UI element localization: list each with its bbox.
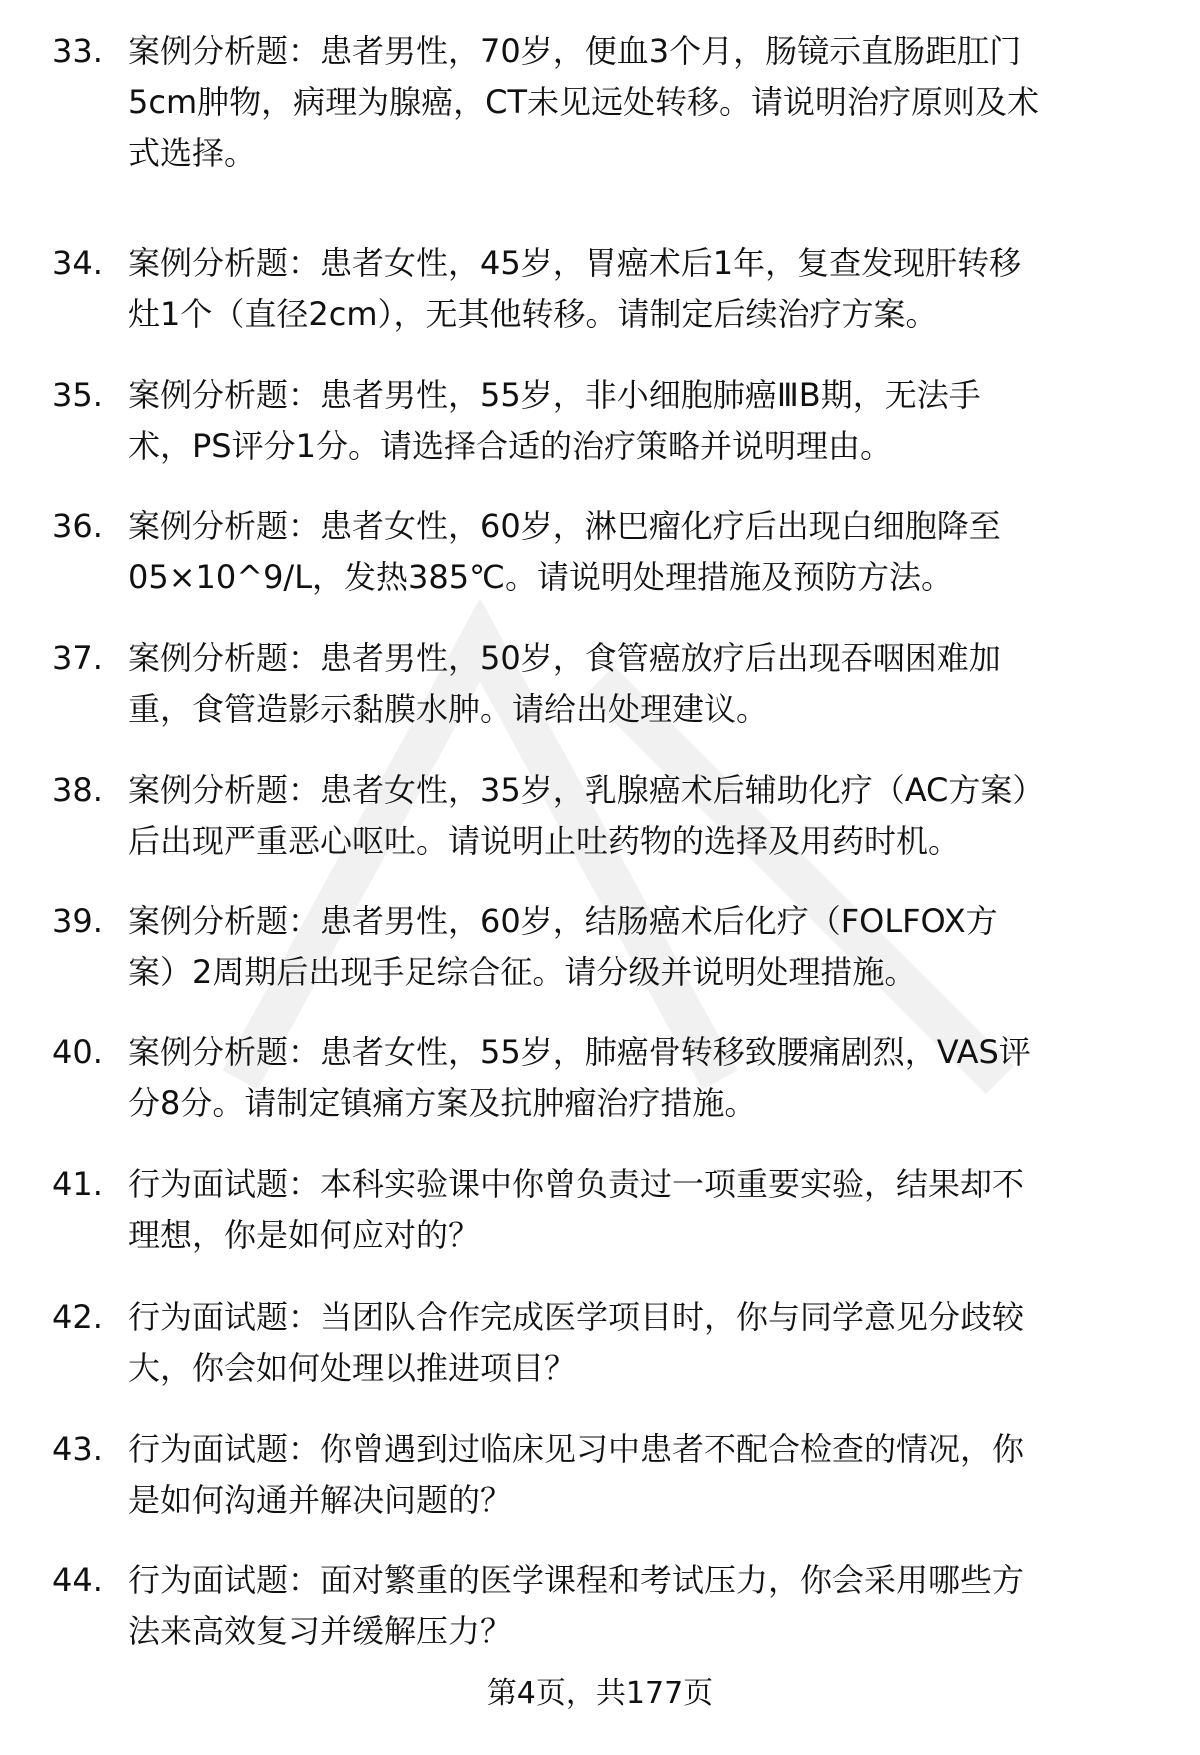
question-text xyxy=(128,1292,1158,1394)
question-text-line: 行为面试题：本科实验课中你曾负责过一项重要实验，结果却不 xyxy=(128,1165,1025,1203)
question-text-line: 是如何沟通并解决问题的？ xyxy=(128,1481,513,1519)
question-text xyxy=(128,1555,1158,1657)
question-number: 41. xyxy=(52,1165,103,1203)
question-number: 35. xyxy=(52,376,103,414)
question-text-line: 行为面试题：当团队合作完成医学项目时，你与同学意见分歧较 xyxy=(128,1298,1025,1336)
question-text-line: 案例分析题：患者男性，60岁，结肠癌术后化疗（FOLFOX方 xyxy=(128,902,998,940)
question-number: 33. xyxy=(52,32,103,70)
question-text-line: 理想，你是如何应对的？ xyxy=(128,1216,481,1254)
question-text-line: 法来高效复习并缓解压力？ xyxy=(128,1612,513,1650)
question-text-line: 术，PS评分1分。请选择合适的治疗策略并说明理由。 xyxy=(128,427,892,465)
question-text-line: 重，食管造影示黏膜水肿。请给出处理建议。 xyxy=(128,690,769,728)
question-number: 34. xyxy=(52,244,103,282)
question-text xyxy=(128,1424,1158,1526)
question-text-line: 行为面试题：面对繁重的医学课程和考试压力，你会采用哪些方 xyxy=(128,1561,1025,1599)
question-text-line: 式选择。 xyxy=(128,134,257,172)
question-text-line: 后出现严重恶心呕吐。请说明止吐药物的选择及用药时机。 xyxy=(128,822,961,860)
question-text-line: 灶1个（直径2cm），无其他转移。请制定后续治疗方案。 xyxy=(128,295,938,333)
question-number: 42. xyxy=(52,1298,103,1336)
question-text-line: 05×10^9/L，发热385℃。请说明处理措施及预防方法。 xyxy=(128,558,954,596)
question-text-line: 案例分析题：患者男性，50岁，食管癌放疗后出现吞咽困难加 xyxy=(128,639,1001,677)
question-text xyxy=(128,501,1158,603)
question-text xyxy=(128,26,1158,179)
question-number: 39. xyxy=(52,902,103,940)
question-text-line: 案例分析题：患者女性，60岁，淋巴瘤化疗后出现白细胞降至 xyxy=(128,507,1001,545)
question-text-line: 案例分析题：患者男性，55岁，非小细胞肺癌ⅢB期，无法手 xyxy=(128,376,981,414)
question-number: 36. xyxy=(52,507,103,545)
question-text xyxy=(128,238,1158,340)
question-text-line: 案例分析题：患者女性，45岁，胃癌术后1年，复查发现肝转移 xyxy=(128,244,1022,282)
question-number: 43. xyxy=(52,1430,103,1468)
question-text-line: 案）2周期后出现手足综合征。请分级并说明处理措施。 xyxy=(128,953,917,991)
question-text-line: 分8分。请制定镇痛方案及抗肿瘤治疗措施。 xyxy=(128,1084,757,1122)
question-text-line: 案例分析题：患者女性，35岁，乳腺癌术后辅助化疗（AC方案） xyxy=(128,771,1045,809)
question-text-line: 5cm肿物，病理为腺癌，CT未见远处转移。请说明治疗原则及术 xyxy=(128,83,1040,121)
page-number: 第4页，共177页 xyxy=(486,1676,714,1711)
question-text xyxy=(128,896,1158,998)
question-text-line: 案例分析题：患者男性，70岁，便血3个月，肠镜示直肠距肛门 xyxy=(128,32,1022,70)
question-text xyxy=(128,370,1158,472)
question-number: 44. xyxy=(52,1561,103,1599)
question-text-line: 案例分析题：患者女性，55岁，肺癌骨转移致腰痛剧烈，VAS评 xyxy=(128,1033,1031,1071)
question-text-line: 大，你会如何处理以推进项目？ xyxy=(128,1349,577,1387)
question-text-line: 行为面试题：你曾遇到过临床见习中患者不配合检查的情况，你 xyxy=(128,1430,1025,1468)
question-text xyxy=(128,1159,1158,1261)
question-text xyxy=(128,633,1158,735)
question-text xyxy=(128,765,1158,867)
question-number: 38. xyxy=(52,771,103,809)
question-number: 37. xyxy=(52,639,103,677)
question-number: 40. xyxy=(52,1033,103,1071)
question-text xyxy=(128,1027,1158,1129)
